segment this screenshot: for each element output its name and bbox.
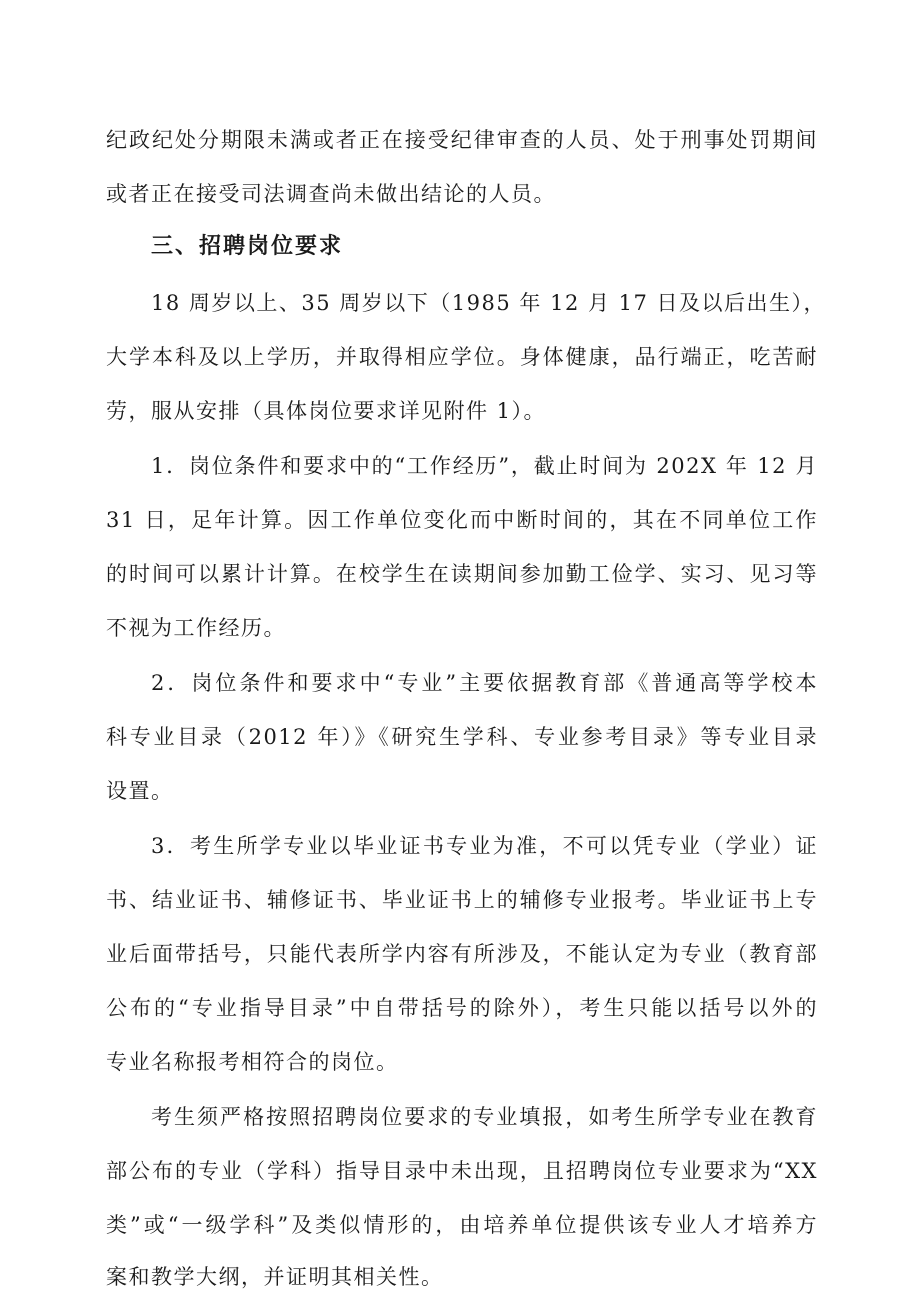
requirements-line-3: 劳，服从安排（具体岗位要求详见附件 1）。 bbox=[106, 399, 547, 423]
item-2-line-3: 设置。 bbox=[106, 779, 174, 803]
item-3-line-3: 业后面带括号，只能代表所学内容有所涉及，不能认定为专业（教育部 bbox=[106, 942, 818, 966]
item-1-line-2: 31 日，足年计算。因工作单位变化而中断时间的，其在不同单位工作 bbox=[106, 508, 818, 532]
note-line-1: 考生须严格按照招聘岗位要求的专业填报，如考生所学专业在教育 bbox=[151, 1105, 818, 1129]
paragraph-continuation-line-1: 纪政纪处分期限未满或者正在接受纪律审查的人员、处于刑事处罚期间 bbox=[106, 128, 818, 152]
item-3-line-1: 3．考生所学专业以毕业证书专业为准，不可以凭专业（学业）证 bbox=[151, 834, 818, 858]
section-heading: 三、招聘岗位要求 bbox=[151, 234, 344, 259]
item-3-line-5: 专业名称报考相符合的岗位。 bbox=[106, 1050, 399, 1074]
item-1-line-3: 的时间可以累计计算。在校学生在读期间参加勤工俭学、实习、见习等 bbox=[106, 562, 818, 586]
note-line-2: 部公布的专业（学科）指导目录中未出现，且招聘岗位专业要求为“XX bbox=[106, 1159, 818, 1183]
item-2-line-2: 科专业目录（2012 年）》《研究生学科、专业参考目录》等专业目录 bbox=[106, 725, 818, 749]
item-2-line-1: 2．岗位条件和要求中“专业”主要依据教育部《普通高等学校本 bbox=[151, 671, 818, 695]
note-line-3: 类”或“一级学科”及类似情形的，由培养单位提供该专业人才培养方 bbox=[106, 1213, 818, 1237]
paragraph-continuation-line-2: 或者正在接受司法调查尚未做出结论的人员。 bbox=[106, 182, 556, 206]
requirements-line-2: 大学本科及以上学历，并取得相应学位。身体健康，品行端正，吃苦耐 bbox=[106, 345, 818, 369]
item-1-line-4: 不视为工作经历。 bbox=[106, 616, 286, 640]
item-3-line-4: 公布的“专业指导目录”中自带括号的除外），考生只能以括号以外的 bbox=[106, 996, 818, 1020]
item-3-line-2: 书、结业证书、辅修证书、毕业证书上的辅修专业报考。毕业证书上专 bbox=[106, 888, 818, 912]
requirements-line-1: 18 周岁以上、35 周岁以下（1985 年 12 月 17 日及以后出生）， bbox=[151, 291, 827, 315]
item-1-line-1: 1．岗位条件和要求中的“工作经历”，截止时间为 202X 年 12 月 bbox=[151, 454, 818, 478]
note-line-4: 案和教学大纲，并证明其相关性。 bbox=[106, 1265, 444, 1289]
